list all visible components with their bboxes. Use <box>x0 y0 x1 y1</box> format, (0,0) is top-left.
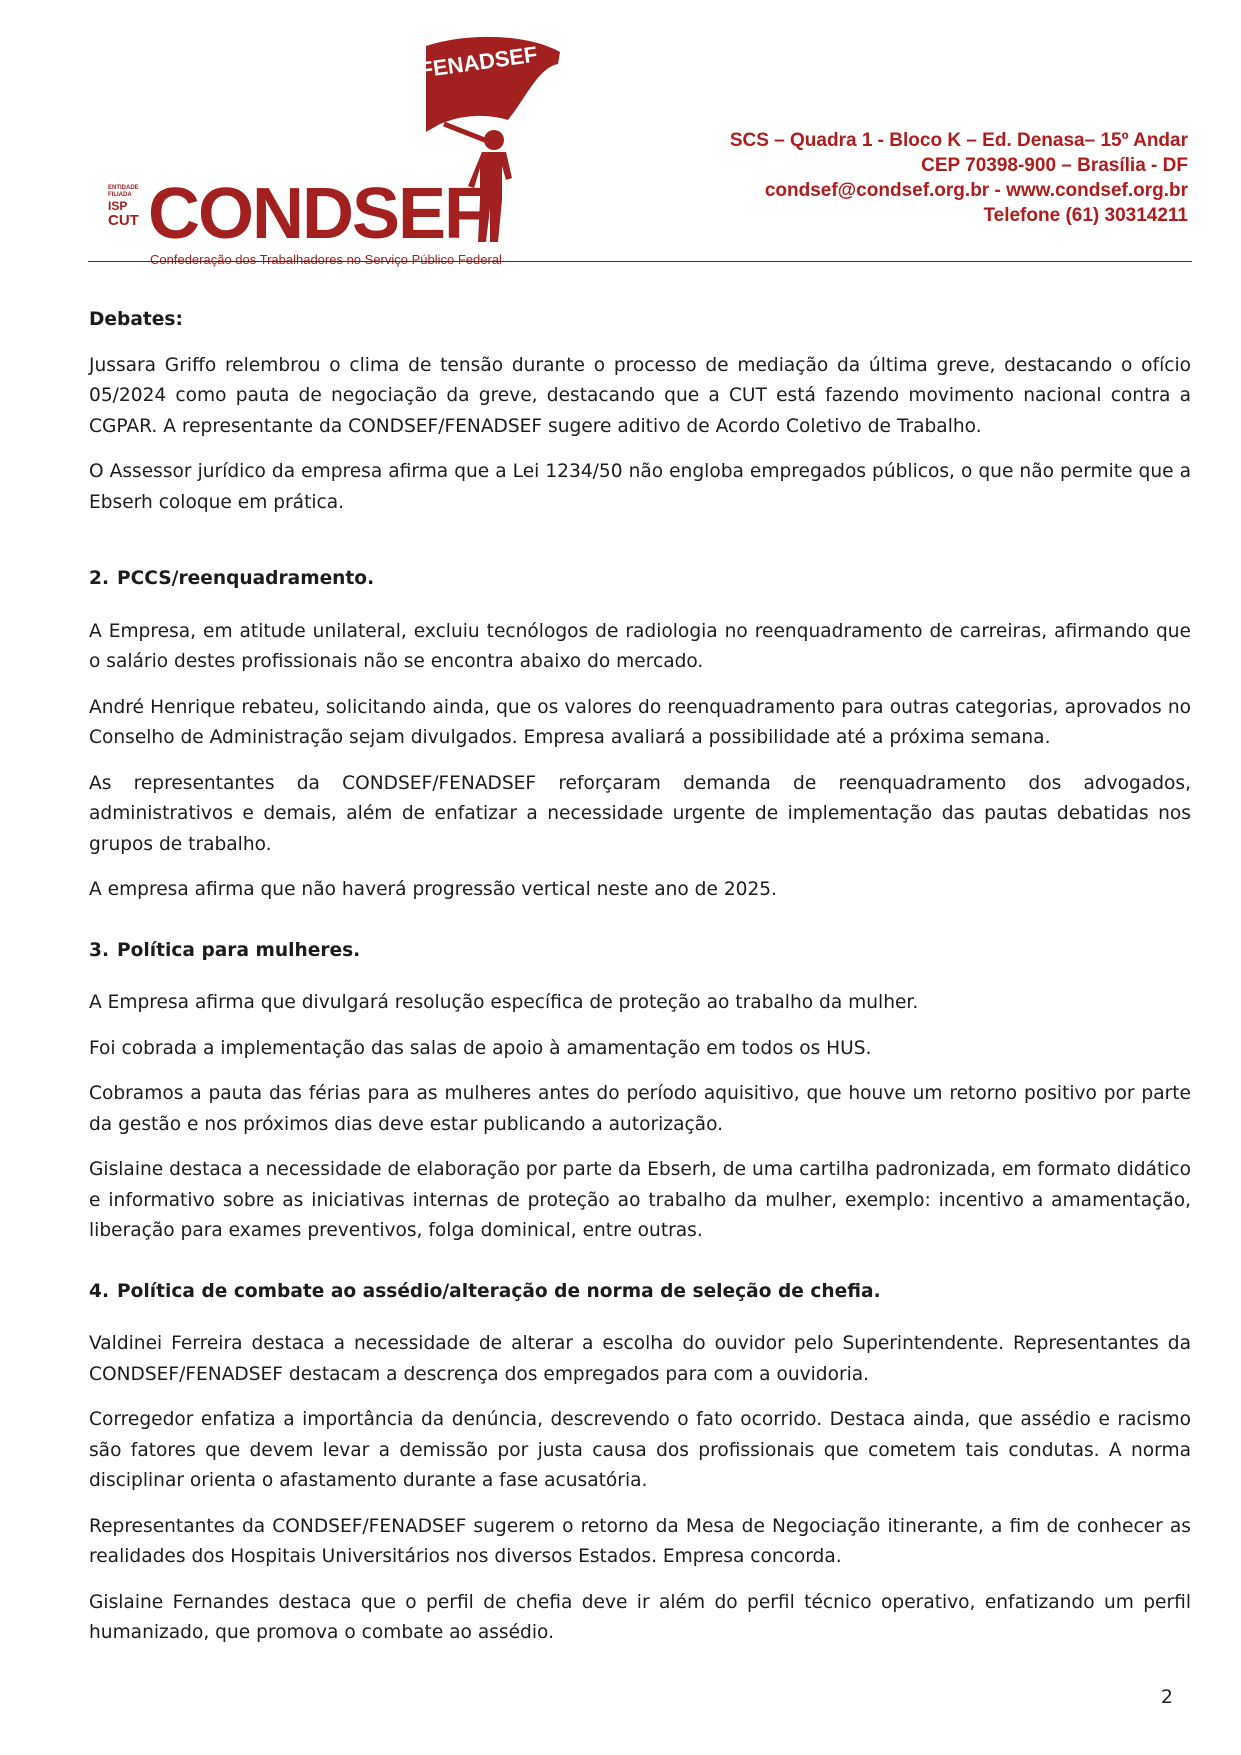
paragraph: Valdinei Ferreira destaca a necessidade de alterar a escolha do ouvidor pelo Superintendente. Representantes da CONDSEF/FENADSEF destacam a descrença dos empregados para com a ouvidoria. <box>89 1333 1191 1385</box>
section-title: Política de combate ao assédio/alteração de norma de seleção de chefia. <box>117 1280 881 1302</box>
affiliation-label: ENTIDADE FILIADA <box>108 185 139 198</box>
section-title: PCCS/reenquadramento. <box>117 568 375 589</box>
paragraph: A empresa afirma que não haverá progressão vertical neste ano de 2025. <box>89 879 778 900</box>
section-4-heading <box>89 1277 1191 1308</box>
address-phone: Telefone (61) 30314211 <box>983 205 1188 226</box>
address-line: SCS – Quadra 1 - Bloco K – Ed. Denasa– 15º Andar <box>729 130 1188 151</box>
paragraph: A Empresa, em atitude unilateral, excluiu tecnólogos de radiologia no reenquadramento de carreiras, afirmando que o salário destes profissionais não se encontra abaixo do mercado. <box>89 620 1191 672</box>
section-title: Política para mulheres. <box>117 939 361 961</box>
section-2-heading <box>89 564 1191 595</box>
section-number: 4. <box>89 1280 110 1302</box>
section-3-heading <box>89 936 1191 967</box>
section-number: 2. <box>89 568 110 589</box>
isp-label: ISP <box>108 199 128 213</box>
document-body <box>89 305 1191 1649</box>
brand-subtitle: Confederação dos Trabalhadores no Serviço Público Federal <box>150 252 502 267</box>
paragraph: Gislaine destaca a necessidade de elaboração por parte da Ebserh, de uma cartilha padronizada, em formato didático e informativo sobre as iniciativas internas de proteção ao trabalho da mulher, exemplo: incentivo a amamentação, liberação para exames preventivos, folga dominical, entre outras. <box>89 1159 1191 1241</box>
address-contact: condsef@condsef.org.br - www.condsef.org.br <box>764 180 1188 201</box>
paragraph: As representantes da CONDSEF/FENADSEF reforçaram demanda de reenquadramento dos advogados, administrativos e demais, além de enfatizar a necessidade urgente de implementação das pautas debatidas nos grupos de trabalho. <box>89 772 1191 855</box>
brand-wordmark: CONDSEF <box>148 174 487 254</box>
section-number: 3. <box>89 939 110 961</box>
paragraph: Representantes da CONDSEF/FENADSEF sugerem o retorno da Mesa de Negociação itinerante, a fim de conhecer as realidades dos Hospitais Universitários nos diversos Estados. Empresa concorda. <box>89 1515 1191 1567</box>
debates-heading: Debates: <box>89 309 183 330</box>
paragraph: Foi cobrada a implementação das salas de apoio à amamentação em todos os HUS. <box>89 1037 872 1059</box>
letterhead <box>88 20 1188 267</box>
address-block <box>628 128 1188 228</box>
flag-label: FENADSEF <box>418 41 539 83</box>
paragraph: A Empresa afirma que divulgará resolução específica de proteção ao trabalho da mulher. <box>89 992 919 1013</box>
page-number: 2 <box>1160 1686 1173 1708</box>
paragraph: O Assessor jurídico da empresa afirma que a Lei 1234/50 não engloba empregados públicos, o que não permite que a Ebserh coloque em prática. <box>89 461 1191 513</box>
paragraph: Cobramos a pauta das férias para as mulheres antes do período aquisitivo, que houve um retorno positivo por parte da gestão e nos próximos dias deve estar publicando a autorização. <box>89 1083 1191 1135</box>
address-cep: CEP 70398-900 – Brasília - DF <box>921 155 1188 176</box>
paragraph: Gislaine Fernandes destaca que o perfil de chefia deve ir além do perfil técnico operativo, enfatizando um perfil humanizado, que promova o combate ao assédio. <box>89 1591 1191 1643</box>
header-divider <box>88 261 1192 262</box>
paragraph: Corregedor enfatiza a importância da denúncia, descrevendo o fato ocorrido. Destaca ainda, que assédio e racismo são fatores que devem levar a demissão por justa causa dos profissionais que cometem tais condutas. A norma disciplinar orienta o afastamento durante a fase acusatória. <box>89 1409 1191 1491</box>
paragraph: Jussara Griffo relembrou o clima de tensão durante o processo de mediação da última greve, destacando o ofício 05/2024 como pauta de negociação da greve, destacando que a CUT está fazendo movimento nacional contra a CGPAR. A representante da CONDSEF/FENADSEF sugere aditivo de Acordo Coletivo de Trabalho. <box>89 354 1191 437</box>
cut-label: CUT <box>108 212 139 229</box>
paragraph: André Henrique rebateu, solicitando ainda, que os valores do reenquadramento para outras categorias, aprovados no Conselho de Administração sejam divulgados. Empresa avaliará a possibilidade até a próxima semana. <box>89 696 1191 748</box>
cut-affiliation-mark <box>108 185 148 229</box>
